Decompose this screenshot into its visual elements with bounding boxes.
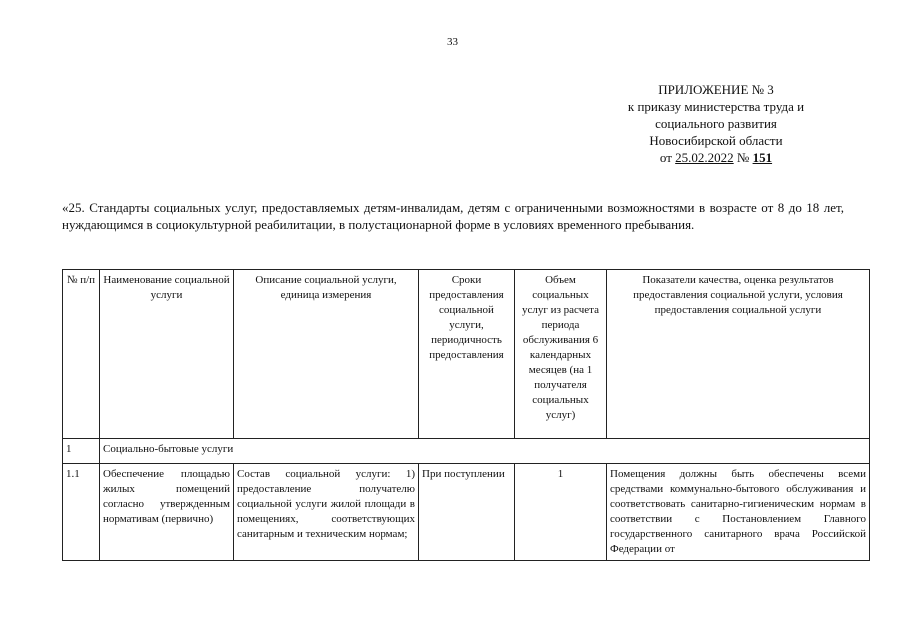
standards-heading: «25. Стандарты социальных услуг, предоставляемых детям-инвалидам, детям с ограниченными возможностями в возрасте от 8 до 18 лет, нуждающимся в социокультурной реабилитации, в полустационарной форме в условиях временного пребывания. — [62, 200, 844, 232]
appendix-order-line: к приказу министерства труда и — [627, 99, 805, 114]
section-title: Социально-бытовые услуги — [100, 439, 870, 464]
number-prefix: № — [733, 150, 753, 165]
row-number: 1.1 — [63, 464, 100, 561]
appendix-region-line: Новосибирской области — [649, 133, 783, 148]
table-row — [63, 464, 870, 561]
row-terms: При поступлении — [419, 464, 515, 561]
appendix-title: ПРИЛОЖЕНИЕ № 3 — [658, 82, 774, 97]
section-number: 1 — [63, 439, 100, 464]
header-quality: Показатели качества, оценка результатов предоставления социальной услуги, условия предоставления социальной услуги — [607, 270, 870, 439]
header-service-name: Наименование социальной услуги — [100, 270, 234, 439]
order-date: 25.02.2022 — [675, 150, 734, 165]
table-section-row — [63, 439, 870, 464]
appendix-block — [598, 81, 834, 166]
appendix-date-line — [598, 149, 834, 166]
row-service-name: Обеспечение площадью жилых помещений согласно утвержденным нормативам (первично) — [100, 464, 234, 561]
table-header-row — [63, 270, 870, 439]
header-terms: Сроки предоставления социальной услуги, периодичность предоставления — [419, 270, 515, 439]
services-table — [62, 269, 870, 561]
header-description: Описание социальной услуги, единица измерения — [234, 270, 419, 439]
order-number: 151 — [752, 150, 773, 165]
date-prefix: от — [659, 150, 676, 165]
header-volume: Объем социальных услуг из расчета периода обслуживания 6 календарных месяцев (на 1 получателя социальных услуг) — [515, 270, 607, 439]
header-number: № п/п — [63, 270, 100, 439]
page-number: 33 — [447, 36, 458, 48]
row-description: Состав социальной услуги: 1) предоставление получателю социальной услуги жилой площади в помещениях, соответствующих санитарным и техническим нормам; — [234, 464, 419, 561]
appendix-ministry-line: социального развития — [655, 116, 777, 131]
row-volume: 1 — [515, 464, 607, 561]
row-quality: Помещения должны быть обеспечены всеми средствами коммунально-бытового обслуживания и соответствовать санитарно-гигиеническим нормам в соответствии с Постановлением Главного государственного санитарного врача Российской Федерации от — [607, 464, 870, 561]
